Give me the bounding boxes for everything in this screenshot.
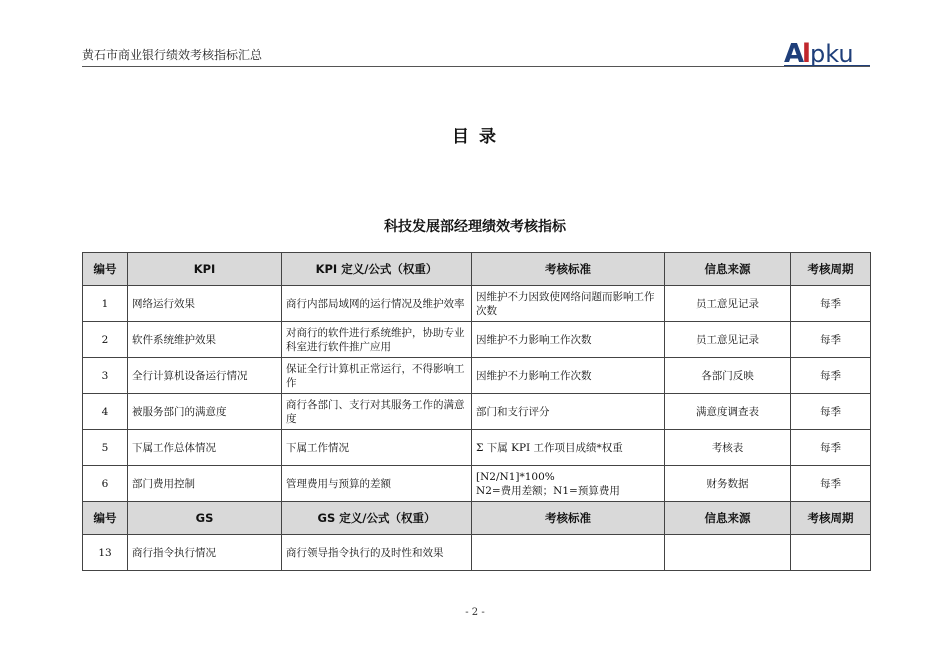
kpi-period: 每季 [791,286,871,322]
row-number: 6 [83,466,128,502]
page-number: - 2 - [465,607,485,618]
kpi-source: 考核表 [665,430,791,466]
table-row [83,358,871,394]
kpi-source: 满意度调查表 [665,394,791,430]
kpi-source: 各部门反映 [665,358,791,394]
gs-header-row [83,502,871,535]
col-header-gs: GS [128,502,282,535]
kpi-definition: 对商行的软件进行系统维护，协助专业科室进行软件推广应用 [282,322,472,358]
row-number: 2 [83,322,128,358]
kpi-standard [472,466,665,502]
kpi-definition: 商行内部局域网的运行情况及维护效率 [282,286,472,322]
kpi-period: 每季 [791,430,871,466]
kpi-name: 软件系统维护效果 [128,322,282,358]
formula-legend: N2=费用差额；N1=预算费用 [476,484,620,497]
svg-text:pku: pku [810,40,854,68]
kpi-source: 财务数据 [665,466,791,502]
kpi-definition: 管理费用与预算的差额 [282,466,472,502]
gs-standard [472,535,665,571]
kpi-definition: 保证全行计算机正常运行，不得影响工作 [282,358,472,394]
row-number: 1 [83,286,128,322]
kpi-standard: 因维护不力影响工作次数 [472,358,665,394]
gs-source [665,535,791,571]
gs-period [791,535,871,571]
col-header-definition: GS 定义/公式（权重） [282,502,472,535]
svg-text:A: A [784,39,805,68]
gs-name: 商行指令执行情况 [128,535,282,571]
kpi-standard: 部门和支行评分 [472,394,665,430]
kpi-definition: 商行各部门、支行对其服务工作的满意度 [282,394,472,430]
col-header-period: 考核周期 [791,253,871,286]
table-row [83,430,871,466]
kpi-name: 网络运行效果 [128,286,282,322]
table-row [83,535,871,571]
table-row [83,286,871,322]
col-header-period: 考核周期 [791,502,871,535]
kpi-standard: 因维护不力因致使网络问题而影响工作次数 [472,286,665,322]
kpi-name: 被服务部门的满意度 [128,394,282,430]
kpi-table [82,252,871,571]
gs-definition: 商行领导指令执行的及时性和效果 [282,535,472,571]
table-row [83,322,871,358]
kpi-period: 每季 [791,322,871,358]
col-header-source: 信息来源 [665,253,791,286]
col-header-source: 信息来源 [665,502,791,535]
kpi-source: 员工意见记录 [665,286,791,322]
kpi-header-row [83,253,871,286]
kpi-name: 下属工作总体情况 [128,430,282,466]
formula-line: [N2/N1]*100% [476,470,555,483]
page-title: 目 录 [452,127,498,147]
kpi-period: 每季 [791,394,871,430]
header-divider [82,66,870,67]
row-number: 13 [83,535,128,571]
col-header-standard: 考核标准 [472,502,665,535]
section-title: 科技发展部经理绩效考核指标 [384,219,566,235]
kpi-period: 每季 [791,466,871,502]
alpku-logo [784,36,870,68]
row-number: 3 [83,358,128,394]
kpi-period: 每季 [791,358,871,394]
row-number: 4 [83,394,128,430]
document-header-title: 黄石市商业银行绩效考核指标汇总 [82,48,263,62]
table-row [83,466,871,502]
col-header-kpi: KPI [128,253,282,286]
kpi-standard: 因维护不力影响工作次数 [472,322,665,358]
col-header-number: 编号 [83,502,128,535]
svg-text:l: l [802,39,811,68]
kpi-name: 部门费用控制 [128,466,282,502]
table-row [83,394,871,430]
col-header-number: 编号 [83,253,128,286]
row-number: 5 [83,430,128,466]
kpi-name: 全行计算机设备运行情况 [128,358,282,394]
col-header-standard: 考核标准 [472,253,665,286]
kpi-standard: Σ 下属 KPI 工作项目成绩*权重 [472,430,665,466]
col-header-definition: KPI 定义/公式（权重） [282,253,472,286]
kpi-definition: 下属工作情况 [282,430,472,466]
kpi-source: 员工意见记录 [665,322,791,358]
